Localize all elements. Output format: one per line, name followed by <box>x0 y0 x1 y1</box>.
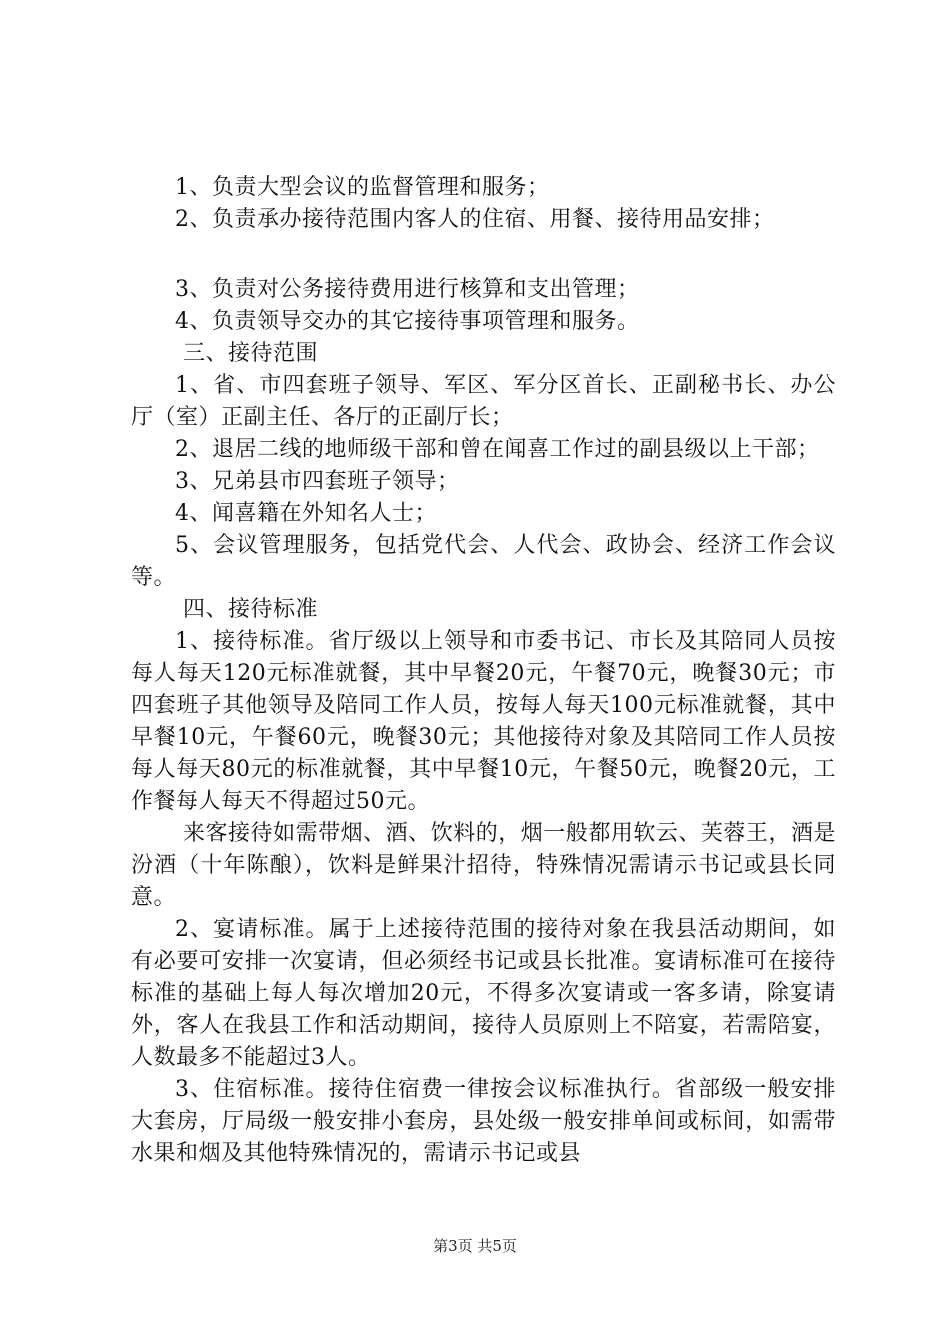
scope-item-2: 2、退居二线的地师级干部和曾在闻喜工作过的副县级以上干部； <box>175 437 820 462</box>
section-heading-reception-scope: 三、接待范围 <box>183 341 319 366</box>
duty-item-1: 1、负责大型会议的监督管理和服务； <box>175 175 550 200</box>
duty-item-4: 4、负责领导交办的其它接待事项管理和服务。 <box>175 309 640 334</box>
standard-item-3-lodging: 3、住宿标准。接待住宿费一律按会议标准执行。省部级一般安排大套房，厅局级一般安排小套房，县处级一般安排单间或标间，如需带水果和烟及其他特殊情况的，需请示书记或县 <box>131 1077 836 1166</box>
document-body <box>131 172 836 1170</box>
standard-item-1-meals: 1、接待标准。省厅级以上领导和市委书记、市长及其陪同人员按每人每天120元标准就餐，其中早餐20元，午餐70元，晚餐30元；市四套班子其他领导及陪同工作人员，按每人每天100元标准就餐，其中早餐10元，午餐60元，晚餐30元；其他接待对象及其陪同工作人员按每人每天80元的标准就餐，其中早餐10元，午餐50元，晚餐20元，工作餐每人每天不得超过50元。 <box>131 629 836 814</box>
section-heading-reception-standard: 四、接待标准 <box>183 597 319 622</box>
scope-item-1: 1、省、市四套班子领导、军区、军分区首长、正副秘书长、办公厅（室）正副主任、各厅的正副厅长； <box>131 373 836 430</box>
scope-item-3: 3、兄弟县市四套班子领导； <box>175 469 460 494</box>
standard-note-tobacco-alcohol: 来客接待如需带烟、酒、饮料的，烟一般都用软云、芙蓉王，酒是汾酒（十年陈酿），饮料是鲜果汁招待，特殊情况需请示书记或县长同意。 <box>131 821 836 910</box>
duty-item-3: 3、负责对公务接待费用进行核算和支出管理； <box>175 277 640 302</box>
duty-item-2: 2、负责承办接待范围内客人的住宿、用餐、接待用品安排； <box>175 207 775 232</box>
page-footer: 第3页 共5页 <box>433 1237 517 1255</box>
scope-item-5: 5、会议管理服务，包括党代会、人代会、政协会、经济工作会议等。 <box>131 533 836 590</box>
scope-item-4: 4、闻喜籍在外知名人士； <box>175 501 437 526</box>
standard-item-2-banquet: 2、宴请标准。属于上述接待范围的接待对象在我县活动期间，如有必要可安排一次宴请，但必须经书记或县长批准。宴请标准可在接待标准的基础上每人每次增加20元，不得多次宴请或一客多请，除宴请外，客人在我县工作和活动期间，接待人员原则上不陪宴，若需陪宴，人数最多不能超过3人。 <box>131 917 836 1070</box>
paragraph-gap <box>131 236 836 274</box>
